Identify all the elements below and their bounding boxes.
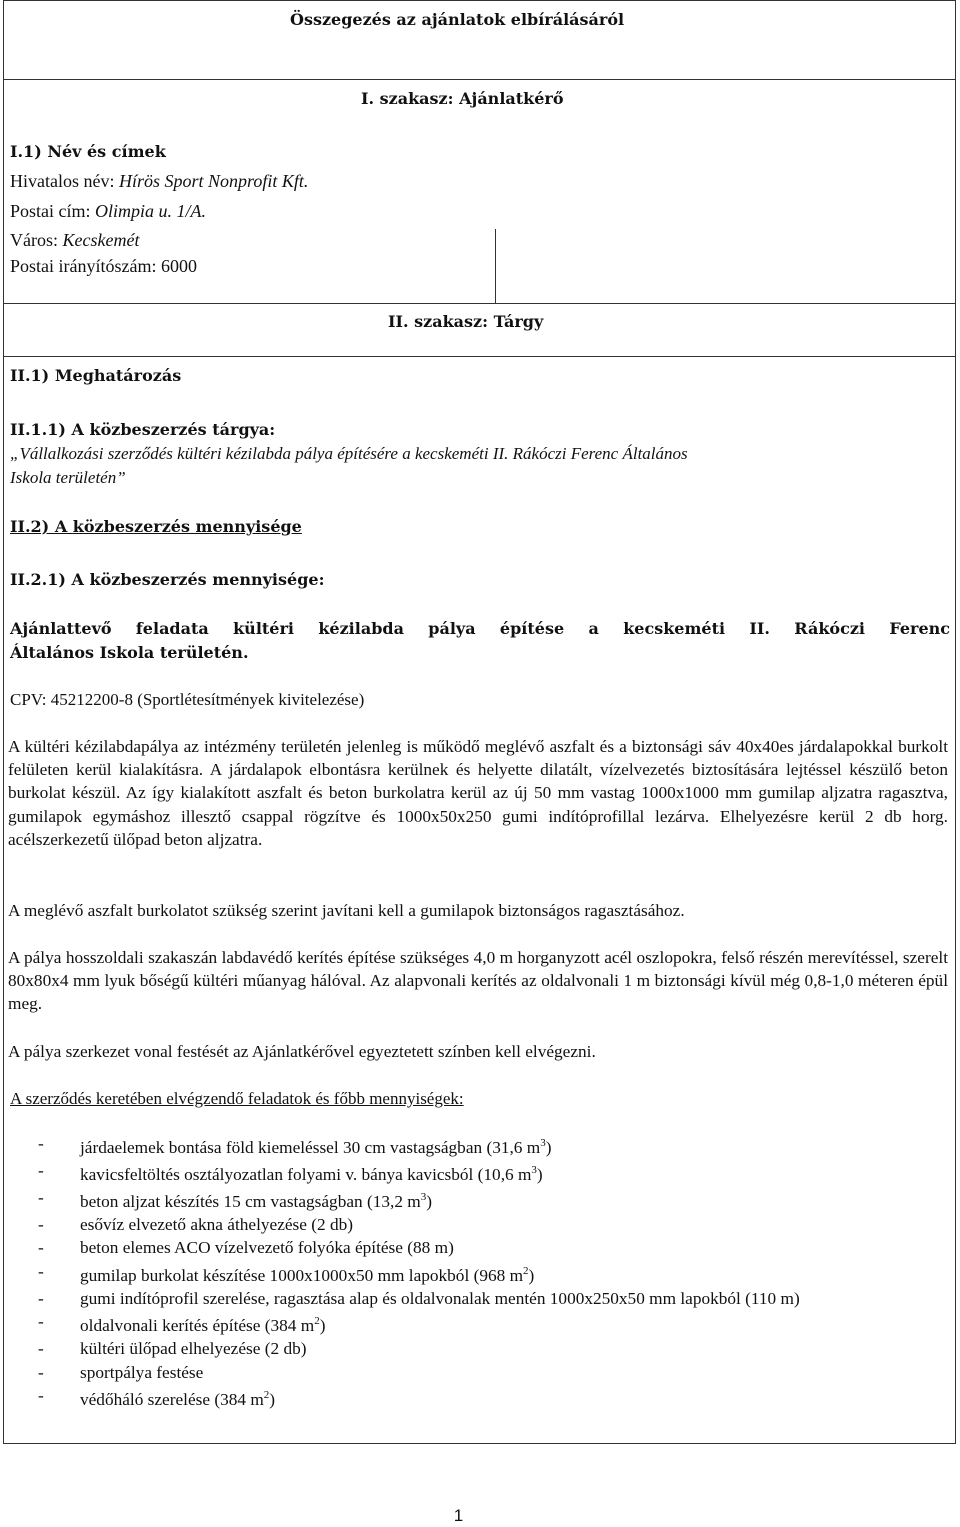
- task-list-item: [8, 1260, 948, 1287]
- description-paragraph-4: A pálya szerkezet vonal festését az Ajánlatkérővel egyeztetett színben kell elvégezni.: [8, 1042, 596, 1061]
- task-list-item-superscript: 3: [531, 1164, 537, 1177]
- task-line-1: Ajánlattevő feladata kültéri kézilabda pálya építése a kecskeméti II. Rákóczi Ferenc: [10, 619, 950, 638]
- list-dash: -: [38, 1161, 44, 1181]
- city-row: [10, 228, 139, 252]
- list-dash: -: [38, 1238, 44, 1258]
- heading-names-addresses: I.1) Név és címek: [10, 142, 166, 161]
- task-list-item: [8, 1337, 948, 1360]
- task-list-item: [8, 1384, 948, 1411]
- task-list-item: [8, 1287, 948, 1310]
- page-number: 1: [453, 1506, 464, 1525]
- city-label: Város:: [10, 230, 58, 250]
- procurement-subject-line-2: Iskola területén”: [10, 468, 126, 487]
- task-list-item-tail: ): [545, 1137, 552, 1157]
- list-dash: -: [38, 1288, 44, 1308]
- document-title: Összegezés az ajánlatok elbírálásáról: [290, 10, 625, 29]
- task-list-item: [8, 1132, 948, 1159]
- description-paragraph-1: A kültéri kézilabdapálya az intézmény területén jelenleg is működő meglévő aszfalt és a biztonsági sáv 40x40es járdalapokkal burkolt felületen kerül kialakításra. A járdalapok elbontásra kerülnek és helyette dilatált, vízelvezetés biztosítására lejtéssel készülő beton burkolat készül. Az így kialakított aszfalt és beton burkolatra kerül az új 50 mm vastag 1000x1000 mm gumilap aljzatra ragasztva, gumilapok egymáshoz illesztő csappal rögzítve és 1000x50x250 gumi indítóprofillal lezárva. Elhelyezésre kerül 2 db horg. acélszerkezetű ülőpad beton aljzatra.: [8, 737, 948, 849]
- city-value: Kecskemét: [62, 230, 140, 250]
- task-list-item-text: sportpálya festése: [80, 1362, 204, 1382]
- list-dash: -: [38, 1385, 44, 1405]
- task-list-item: [8, 1361, 948, 1384]
- divider: [4, 356, 955, 357]
- task-list-item-text: járdaelemek bontása föld kiemeléssel 30 cm vastagságban (31,6 m: [80, 1137, 541, 1157]
- task-list-item: [8, 1236, 948, 1259]
- task-list-item-text: oldalvonali kerítés építése (384 m: [80, 1315, 315, 1335]
- task-list-item: [8, 1310, 948, 1337]
- list-dash: -: [38, 1362, 44, 1382]
- heading-procurement-quantity-detail: II.2.1) A közbeszerzés mennyisége:: [10, 570, 325, 589]
- divider: [4, 303, 955, 304]
- description-paragraph-2: A meglévő aszfalt burkolatot szükség szerint javítani kell a gumilapok biztonságos ragasztásához.: [8, 901, 685, 920]
- postal-code-value: 6000: [160, 256, 197, 276]
- heading-procurement-subject: II.1.1) A közbeszerzés tárgya:: [10, 420, 276, 439]
- task-list-item-superscript: 2: [314, 1315, 320, 1328]
- task-line-2: Általános Iskola területén.: [10, 643, 249, 662]
- section-1-title: I. szakasz: Ajánlatkérő: [361, 89, 564, 108]
- task-list-item-superscript: 3: [540, 1137, 546, 1149]
- task-list-item-superscript: 2: [523, 1264, 529, 1277]
- postal-code-row: [10, 254, 197, 278]
- task-list-item-tail: ): [528, 1265, 535, 1285]
- official-name-row: [10, 169, 308, 193]
- section-2-title: II. szakasz: Tárgy: [388, 312, 544, 331]
- official-name-value: Hírös Sport Nonprofit Kft.: [118, 171, 309, 191]
- task-list-item-text: gumi indítóprofil szerelése, ragasztása alap és oldalvonalak mentén 1000x250x50 mm lapokból (110 m): [80, 1288, 800, 1308]
- heading-definition: II.1) Meghatározás: [10, 366, 182, 385]
- list-dash: -: [38, 1339, 44, 1359]
- task-list-item-text: védőháló szerelése (384 m: [80, 1389, 264, 1409]
- task-list-item: [8, 1186, 948, 1213]
- postal-address-label: Postai cím:: [10, 201, 91, 221]
- task-list-item-tail: ): [536, 1164, 543, 1184]
- postal-address-row: [10, 199, 206, 223]
- task-list-item: [8, 1213, 948, 1236]
- procurement-subject-line-1: „Vállalkozási szerződés kültéri kézilabda pálya építésére a kecskeméti II. Rákóczi Ferenc Általános: [10, 444, 688, 463]
- cpv-code: CPV: 45212200-8 (Sportlétesítmények kivitelezése): [10, 690, 365, 709]
- list-dash: -: [38, 1261, 44, 1281]
- list-dash: -: [38, 1215, 44, 1235]
- postal-code-label: Postai irányítószám:: [10, 256, 157, 276]
- task-list-item-superscript: 2: [263, 1388, 270, 1401]
- task-list-heading: A szerződés keretében elvégzendő feladatok és főbb mennyiségek:: [10, 1089, 464, 1108]
- heading-procurement-quantity: II.2) A közbeszerzés mennyisége: [10, 517, 302, 536]
- task-list-item-superscript: 3: [420, 1191, 427, 1204]
- postal-address-value: Olimpia u. 1/A.: [95, 201, 206, 221]
- task-list-item-tail: ): [426, 1191, 432, 1211]
- list-dash: -: [38, 1188, 44, 1208]
- task-list-item-text: esővíz elvezető akna áthelyezése (2 db): [80, 1215, 353, 1235]
- task-list: [8, 1132, 948, 1411]
- list-dash: -: [38, 1134, 44, 1153]
- divider: [4, 79, 955, 80]
- list-dash: -: [38, 1312, 44, 1332]
- description-paragraph-3: A pálya hosszoldali szakaszán labdavédő kerítés építése szükséges 4,0 m horganyzott acél oszlopokra, felső részén merevítéssel, szerelt 80x80x4 mm lyuk bőségű kültéri műanyag hálóval. Az alapvonali kerítés az oldalvonali 1 m biztonsági kívül még 0,8-1,0 méteren épül meg.: [8, 948, 948, 1014]
- official-name-label: Hivatalos név:: [10, 171, 115, 191]
- divider: [495, 229, 496, 303]
- task-list-item-text: beton elemes ACO vízelvezető folyóka építése (88 m): [80, 1238, 454, 1258]
- task-list-item-text: kavicsfeltöltés osztályozatlan folyami v. bánya kavicsból (10,6 m: [80, 1164, 532, 1184]
- task-list-item-tail: ): [319, 1315, 326, 1335]
- task-list-item-text: kültéri ülőpad elhelyezése (2 db): [80, 1339, 307, 1359]
- task-list-item: [8, 1159, 948, 1186]
- task-list-item-text: beton aljzat készítés 15 cm vastagságban (13,2 m: [80, 1191, 421, 1211]
- task-list-item-tail: ): [269, 1389, 276, 1409]
- task-list-item-text: gumilap burkolat készítése 1000x1000x50 mm lapokból (968 m: [80, 1265, 524, 1285]
